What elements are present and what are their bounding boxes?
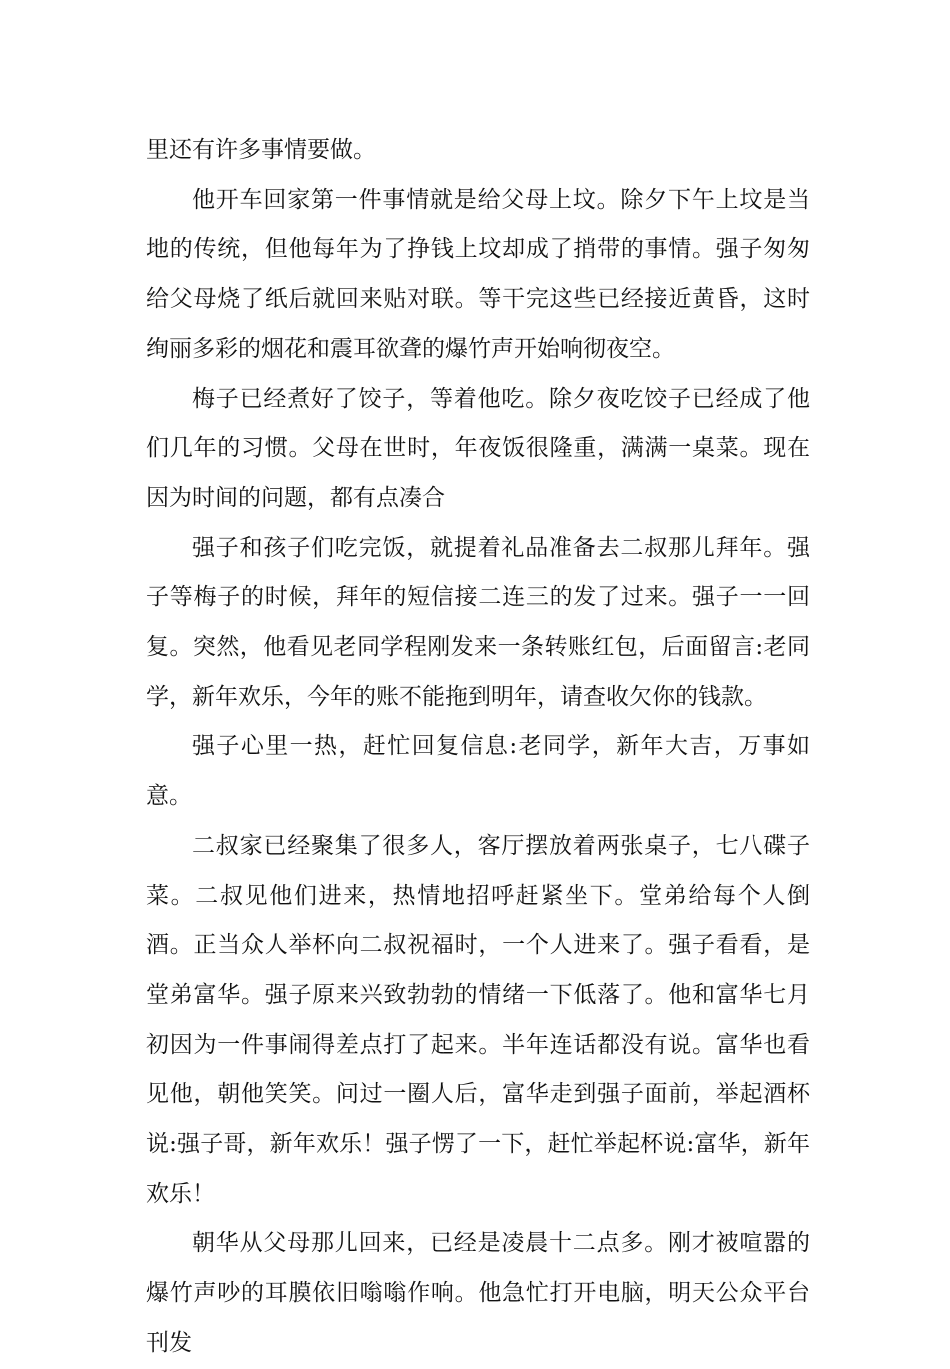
paragraph-1: 里还有许多事情要做。	[146, 137, 376, 163]
paragraph-4: 强子和孩子们吃完饭，就提着礼品准备去二叔那儿拜年。强子等梅子的时候，拜年的短信接二连三的发了过来。强子一一回复。突然，他看见老同学程刚发来一条转账红包，后面留言:老同学，新年欢乐，今年的账不能拖到明年，请查收欠你的钱款。	[146, 534, 810, 710]
paragraph-7: 朝华从父母那儿回来，已经是凌晨十二点多。刚才被喧嚣的爆竹声吵的耳膜依旧嗡嗡作响。他急忙打开电脑，明天公众平台刊发	[146, 1230, 810, 1356]
body-text	[146, 126, 810, 1369]
paragraph-5: 强子心里一热，赶忙回复信息:老同学，新年大吉，万事如意。	[146, 733, 810, 810]
paragraph-6: 二叔家已经聚集了很多人，客厅摆放着两张桌子，七八碟子菜。二叔见他们进来，热情地招呼赶紧坐下。堂弟给每个人倒酒。正当众人举杯向二叔祝福时，一个人进来了。强子看看，是堂弟富华。强子原来兴致勃勃的情绪一下低落了。他和富华七月初因为一件事闹得差点打了起来。半年连话都没有说。富华也看见他，朝他笑笑。问过一圈人后，富华走到强子面前，举起酒杯说:强子哥，新年欢乐！强子愣了一下，赶忙举起杯说:富华，新年欢乐！	[146, 832, 810, 1207]
paragraph-3: 梅子已经煮好了饺子，等着他吃。除夕夜吃饺子已经成了他们几年的习惯。父母在世时，年夜饭很隆重，满满一桌菜。现在因为时间的问题，都有点凑合	[146, 385, 810, 511]
paragraph-2: 他开车回家第一件事情就是给父母上坟。除夕下午上坟是当地的传统，但他每年为了挣钱上坟却成了捎带的事情。强子匆匆给父母烧了纸后就回来贴对联。等干完这些已经接近黄昏，这时绚丽多彩的烟花和震耳欲聋的爆竹声开始响彻夜空。	[146, 186, 810, 362]
